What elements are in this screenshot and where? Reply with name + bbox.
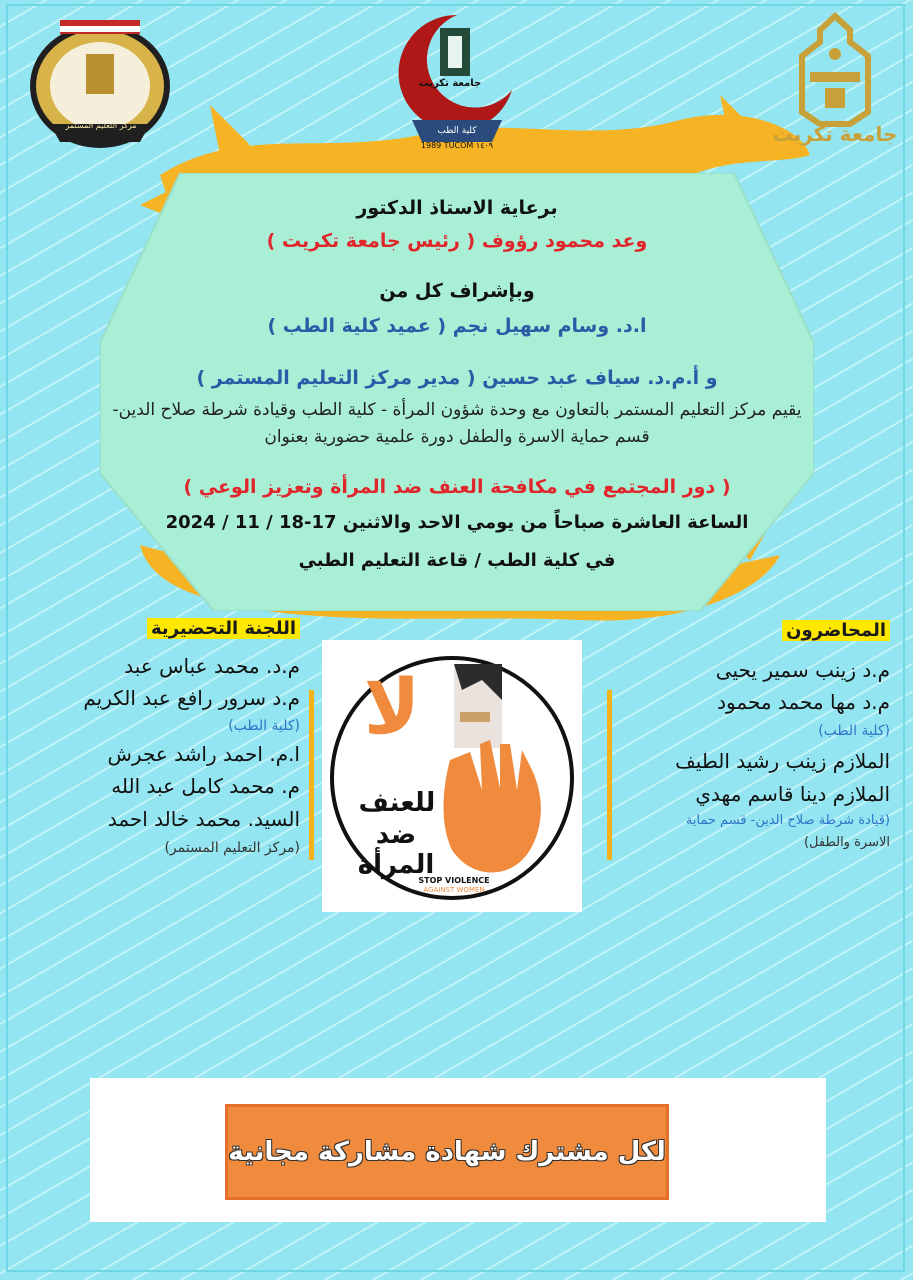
free-certificate-button[interactable]: لكل مشترك شهادة مشاركة مجانية [225, 1104, 669, 1200]
sponsor-line-2: وعد محمود رؤوف ( رئيس جامعة تكريت ) [266, 230, 648, 252]
poster-english-2: AGAINST WOMEN [423, 886, 485, 894]
center-logo-college: كلية الطب [437, 126, 477, 136]
lecturer-note: (قيادة شرطة صلاح الدين- قسم حماية [685, 813, 890, 828]
poster-text-2: ضد المرأة [357, 820, 435, 880]
committee-member: م. محمد كامل عبد الله [111, 774, 300, 798]
center-logo-arabic: جامعة تكريت [418, 78, 482, 89]
lecturer: م.د مها محمد محمود [717, 690, 890, 714]
left-logo-text: مركز التعليم المستمر [65, 121, 137, 130]
lecturer: الملازم زينب رشيد الطيف [675, 749, 890, 773]
sponsor-line-5: و أ.م.د. سياف عبد حسين ( مدير مركز التعليم المستمر ) [196, 367, 718, 389]
sponsor-line-4: ا.د. وسام سهيل نجم ( عميد كلية الطب ) [267, 315, 647, 337]
lecturer-note: الاسرة والطفل) [803, 835, 890, 850]
committee-note: (مركز التعليم المستمر) [164, 840, 300, 856]
committee-member: م.د سرور رافع عبد الكريم [83, 686, 300, 710]
right-logo-text: جامعة تكريت [772, 122, 898, 146]
poster-english-1: STOP VIOLENCE [418, 876, 490, 885]
lecturers-column [612, 620, 890, 854]
continuing-education-logo [20, 14, 180, 159]
course-place: في كلية الطب / قاعة التعليم الطبي [298, 550, 616, 571]
lecturers-heading: المحاضرون [782, 620, 890, 641]
lecturer: الملازم دينا قاسم مهدي [695, 782, 890, 806]
course-time: الساعة العاشرة صباحاً من يومي الاحد والاثنين 17-18 / 11 / 2024 [165, 512, 749, 533]
sponsor-line-1: برعاية الاستاذ الدكتور [356, 197, 558, 219]
course-title: ( دور المجتمع في مكافحة العنف ضد المرأة وتعزيز الوعي ) [183, 476, 731, 498]
committee-column [22, 618, 300, 861]
divider-left [309, 690, 314, 860]
description-text: يقيم مركز التعليم المستمر بالتعاون مع وحدة شؤون المرأة - كلية الطب وقيادة شرطة صلاح الدين- قسم حماية الاسرة والطفل دورة علمية حضورية بعنوان [112, 400, 802, 447]
committee-note: (كلية الطب) [228, 718, 300, 734]
poster-big-no: لا [363, 662, 421, 751]
committee-heading: اللجنة التحضيرية [147, 618, 300, 639]
committee-member: ا.م. احمد راشد عجرش [107, 742, 300, 766]
committee-member: السيد. محمد خالد احمد [107, 807, 300, 831]
committee-member: م.د. محمد عباس عبد [124, 654, 300, 678]
lecturer-note: (كلية الطب) [818, 723, 890, 739]
lecturer: م.د زينب سمير يحيى [715, 658, 890, 682]
stop-violence-poster [322, 640, 582, 912]
center-logo-code: 1989 TUCOM ١٤٠٩ [420, 141, 494, 150]
poster-text-1: للعنف [358, 788, 436, 818]
sponsor-line-3: وبإشراف كل من [379, 280, 535, 302]
